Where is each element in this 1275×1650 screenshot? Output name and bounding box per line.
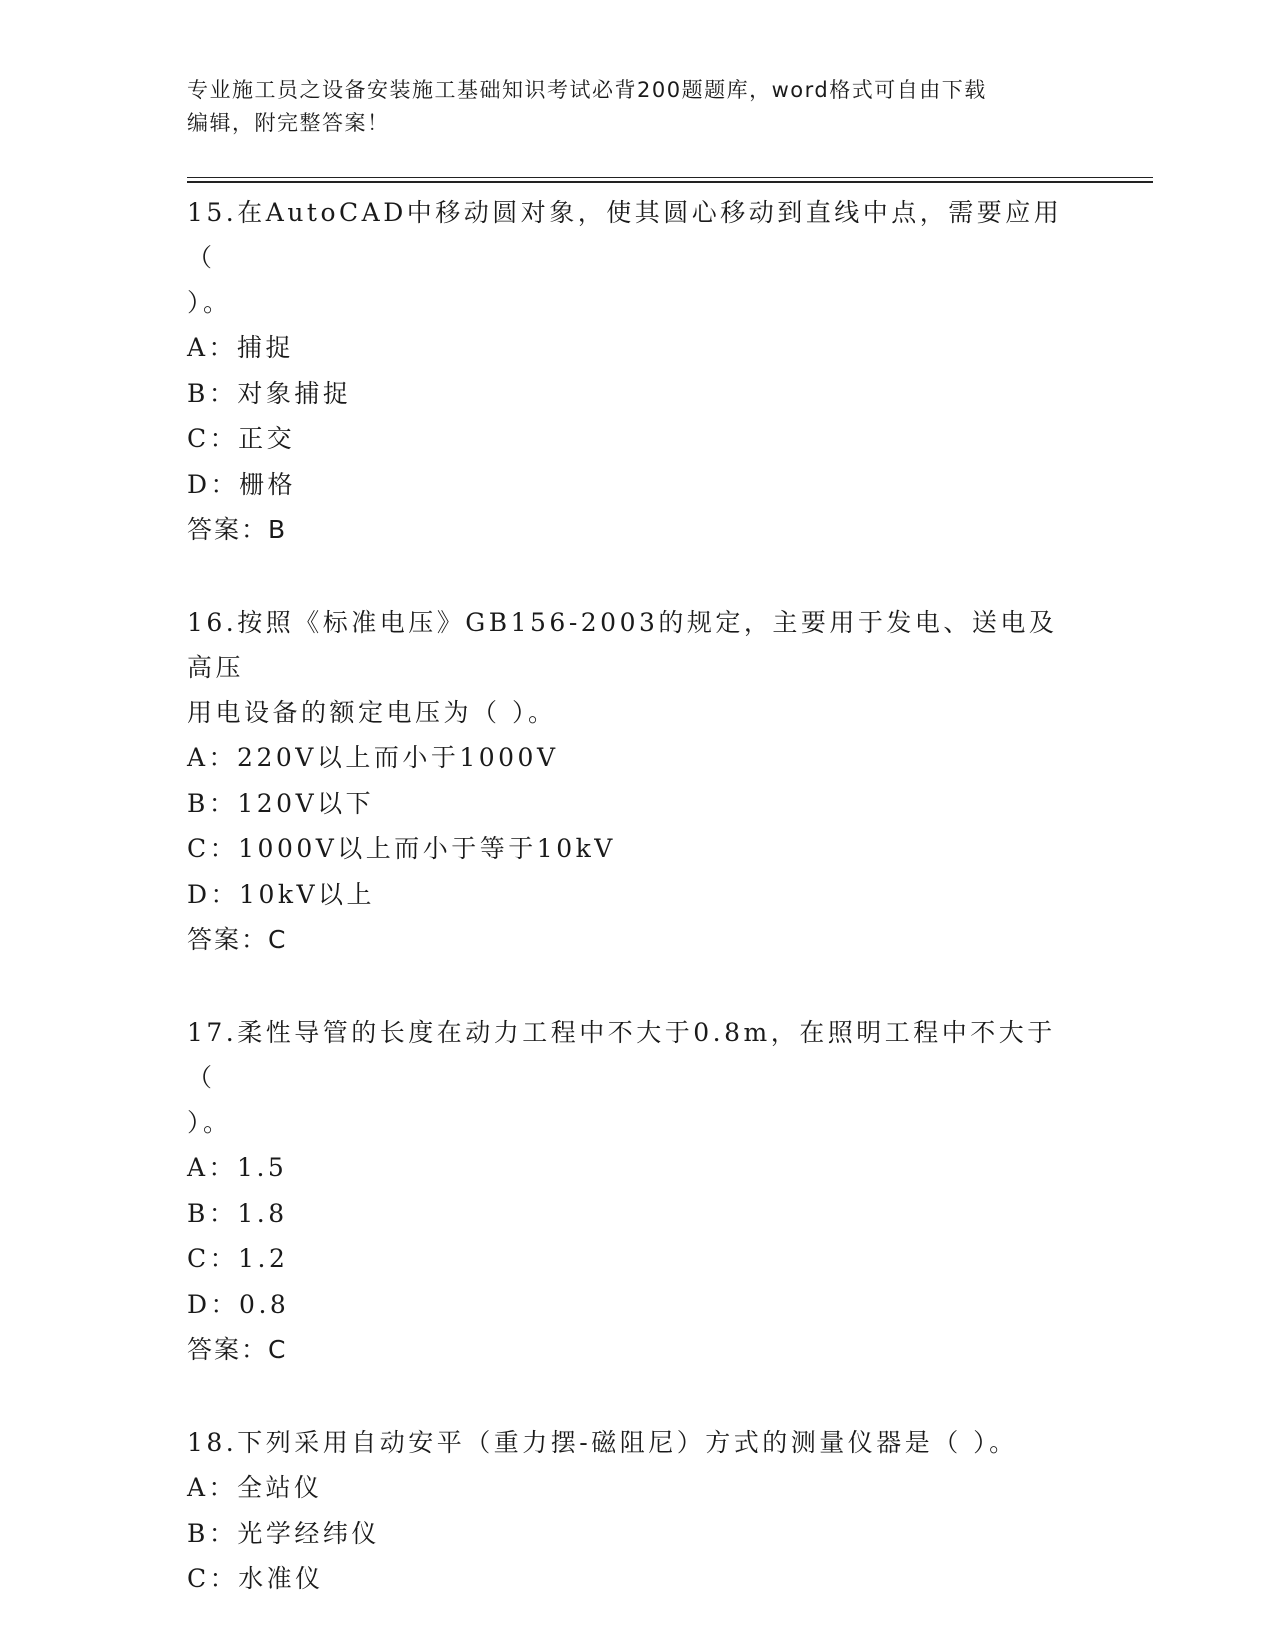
question-stem-line: 17.柔性导管的长度在动力工程中不大于0.8m，在照明工程中不大于（ [187, 1018, 1056, 1092]
option-b: B：120V以下 [187, 788, 375, 818]
question-stem-line: 15.在AutoCAD中移动圆对象，使其圆心移动到直线中点，需要应用（ [187, 198, 1063, 272]
header-line-2: 编辑，附完整答案！ [187, 111, 390, 135]
question-stem-line: 用电设备的额定电压为（ ）。 [187, 698, 557, 727]
question-18 [187, 1420, 1077, 1602]
option-b: B：1.8 [187, 1198, 288, 1228]
option-a: A：1.5 [187, 1153, 288, 1182]
question-16 [187, 600, 1077, 963]
option-d: D：10kV以上 [187, 879, 376, 909]
option-c: C：1000V以上而小于等于10kV [187, 834, 616, 863]
option-a: A：捕捉 [187, 333, 295, 362]
answer-line: 答案：C [187, 1335, 288, 1364]
option-d: D：0.8 [187, 1289, 290, 1319]
question-stem-line: 18.下列采用自动安平（重力摆-磁阻尼）方式的测量仪器是（ ）。 [187, 1428, 1018, 1457]
option-b: B：光学经纬仪 [187, 1518, 380, 1548]
header-divider-thick [187, 181, 1153, 183]
answer-line: 答案：B [187, 515, 288, 544]
question-stem-line: ）。 [187, 288, 232, 317]
header-divider-thin [187, 177, 1153, 178]
option-a: A：全站仪 [187, 1473, 323, 1502]
option-b: B：对象捕捉 [187, 378, 352, 408]
header-line-1: 专业施工员之设备安装施工基础知识考试必背200题题库，word格式可自由下载 [187, 78, 987, 102]
question-stem-line: 16.按照《标准电压》GB156-2003的规定，主要用于发电、送电及高压 [187, 608, 1058, 682]
option-c: C：正交 [187, 424, 296, 453]
option-d: D：栅格 [187, 469, 297, 499]
option-c: C：1.2 [187, 1244, 289, 1273]
question-list [187, 190, 1077, 1649]
question-15 [187, 190, 1077, 553]
option-c: C：水准仪 [187, 1564, 324, 1593]
option-a: A：220V以上而小于1000V [187, 743, 559, 772]
document-header [187, 74, 1067, 140]
answer-line: 答案：C [187, 925, 288, 954]
question-stem-line: ）。 [187, 1108, 232, 1137]
question-17 [187, 1010, 1077, 1373]
